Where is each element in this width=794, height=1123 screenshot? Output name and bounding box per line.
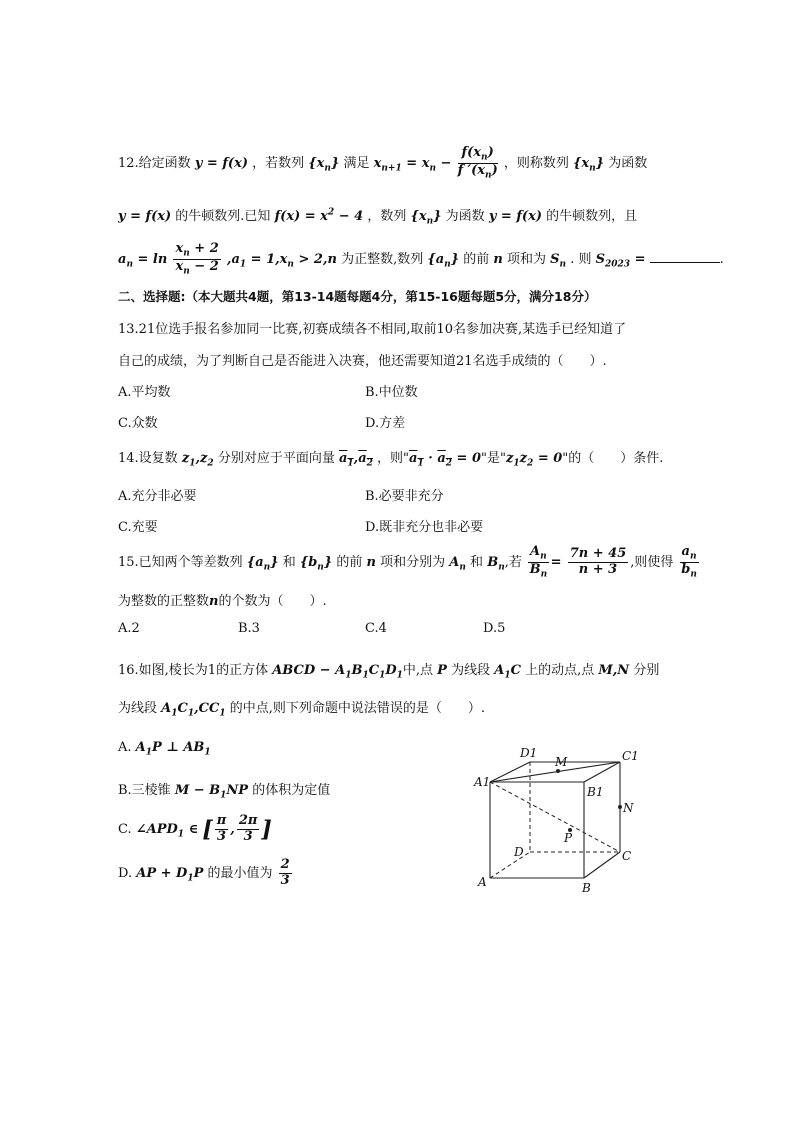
q16-text-1a: 16.如图,棱长为1的正方体 bbox=[118, 663, 269, 678]
q12-an-def: $a_n = \ln$ bbox=[118, 251, 168, 270]
q16-text-2b: 的中点,则下列命题中说法错误的是（ ）. bbox=[229, 701, 486, 716]
q12-line1 bbox=[118, 146, 647, 181]
q12-answer-blank bbox=[650, 250, 720, 263]
q15-option-d: D.5 bbox=[483, 621, 506, 636]
q14-option-c: C.充要 bbox=[118, 520, 158, 535]
q16-option-d-frac: $\frac{2}{3}$ bbox=[280, 857, 290, 888]
q13-option-c: C.众数 bbox=[118, 416, 158, 431]
q12-text-2d: 的牛顿数列，且 bbox=[546, 209, 638, 224]
q14-text-e: "的（ ）条件. bbox=[562, 451, 664, 466]
q12-seq: $\{x_n\}$ bbox=[308, 155, 340, 174]
q15-option-a: A.2 bbox=[118, 621, 140, 636]
q15-text-1g: ,则使得 bbox=[630, 554, 674, 570]
q14-option-b: B.必要非充分 bbox=[365, 489, 444, 504]
q15-text-1f: ,若 bbox=[504, 554, 522, 570]
q16-option-d-label: D. bbox=[118, 865, 133, 881]
q12-text-1e: 为函数 bbox=[608, 155, 648, 171]
q15-text-1c: 的前 bbox=[336, 554, 363, 570]
q16-P: P bbox=[437, 663, 447, 678]
q12-text-2a: 的牛顿数列.已知 bbox=[175, 209, 271, 224]
label-B: B bbox=[582, 881, 591, 895]
q16-text-1e: 分别 bbox=[633, 663, 660, 678]
q12-line2 bbox=[118, 205, 637, 227]
q16-option-d bbox=[118, 858, 294, 889]
q14-line1: 14.设复数 $z_1,z_2$ 分别对应于平面向量 $a_1,a_2$ ，则"$a_1 \cdot a_2 = 0$"是"$z_1z_2 = 0$"的（ ）条件. bbox=[118, 451, 664, 469]
q14-text-a: 14.设复数 bbox=[118, 451, 178, 466]
q15-option-b: B.3 bbox=[238, 621, 260, 636]
label-B1: B1 bbox=[587, 785, 604, 799]
q13-line2: 自己的成绩，为了判断自己是否能进入决赛，他还需要知道21名选手成绩的（ ）. bbox=[118, 354, 607, 369]
q12-an-seq: $\{a_n\}$ bbox=[427, 251, 460, 270]
q12-fx: y = f(x) bbox=[194, 155, 248, 171]
q15-line1: 15.已知两个等差数列 $\{a_n\}$ 和 $\{b_n\}$ 的前 n 项和分别为 $A_n$ 和 $B_n$,若 $\frac{A_n}{B_n}$ = $\frac{7n + 45}{n + 3}$ ,则使得 $\frac{a_n}{b_n}$ bbox=[118, 544, 697, 580]
q15-n: n bbox=[366, 554, 376, 570]
q12-seq3: $\{x_n\}$ bbox=[410, 209, 442, 227]
label-C1: C1 bbox=[622, 749, 639, 763]
q12-seq2: $\{x_n\}$ bbox=[573, 155, 605, 174]
q12-line3: $a_n = \ln$ $\frac{x_n + 2}{x_n - 2}$ $,a_1 = 1,x_n > 2,n$ 为正整数,数列 $\{a_n\}$ 的前 n 项和为 $S_n$ . 则 $S_{2023}$ = . bbox=[118, 241, 724, 277]
q12-fx2: y = f(x) bbox=[118, 209, 172, 224]
q16-option-c-math: $\angle APD_1$ ∈ bbox=[135, 821, 199, 840]
label-M: M bbox=[555, 755, 568, 769]
q15-n2: n bbox=[209, 594, 219, 609]
q15-an: $\{a_n\}$ bbox=[246, 554, 279, 573]
q14-option-d: D.既非充分也非必要 bbox=[365, 520, 484, 535]
label-A: A bbox=[478, 875, 487, 889]
q16-option-a bbox=[118, 740, 211, 758]
q12-text-1c: 满足 bbox=[343, 155, 370, 171]
q14-product: $z_1z_2 = 0$ bbox=[505, 451, 563, 469]
q14-text-d: "是" bbox=[481, 451, 506, 466]
q16-option-c-label: C. bbox=[118, 821, 132, 837]
q15-value-frac: $\frac{7n + 45}{n + 3}$ bbox=[569, 546, 627, 577]
q12-text-2c: 为函数 bbox=[445, 209, 485, 224]
label-C: C bbox=[622, 849, 632, 863]
q16-text-2a: 为线段 bbox=[118, 701, 158, 716]
cube-figure bbox=[472, 740, 672, 900]
label-D: D bbox=[514, 845, 524, 859]
q16-option-b-text: 的体积为定值 bbox=[252, 783, 331, 798]
q16-A1C: $A_1C$ bbox=[494, 663, 521, 681]
q15-An: $A_n$ bbox=[449, 554, 466, 573]
q16-line1 bbox=[118, 659, 659, 681]
q16-option-d-text: 的最小值为 bbox=[207, 865, 273, 881]
q13-option-a: A.平均数 bbox=[118, 385, 171, 400]
q16-option-c: C. $\angle APD_1$ ∈ [ $\frac{\pi}{3}$ , $\frac{2\pi}{3}$ ] bbox=[118, 813, 272, 844]
q14-option-a: A.充分非必要 bbox=[118, 489, 197, 504]
q14-text-c: ，则" bbox=[377, 451, 410, 466]
q15-line2 bbox=[118, 590, 327, 609]
label-A1: A1 bbox=[474, 775, 491, 789]
label-N: N bbox=[623, 801, 634, 815]
q12-n: n bbox=[493, 251, 503, 267]
q16-option-a-label: A. bbox=[118, 740, 132, 755]
q16-option-b-math: $M - B_1NP$ bbox=[174, 783, 249, 801]
q15-text-1d: 项和分别为 bbox=[380, 554, 446, 570]
label-D1: D1 bbox=[520, 746, 538, 760]
q16-option-b bbox=[118, 779, 330, 801]
q12-fdef: $f(x) = x^2 - 4$ bbox=[274, 207, 364, 224]
q12-text-1d: ，则称数列 bbox=[503, 155, 569, 171]
q15-text-2a: 为整数的正整数 bbox=[118, 594, 210, 609]
q15-text-2b: 的个数为（ ）. bbox=[218, 594, 327, 609]
q12-text-3b: 的前 bbox=[463, 251, 490, 267]
q12-text-1b: ，若数列 bbox=[252, 155, 305, 171]
q16-option-b-label: B.三棱锥 bbox=[118, 783, 171, 798]
q16-line2 bbox=[118, 697, 485, 719]
q12-newton-frac: $\frac{f(x_n)}{f '(x_n)}$ bbox=[457, 145, 498, 181]
q15-text-1a: 15.已知两个等差数列 bbox=[118, 554, 243, 570]
q14-dot-product: $a_1 \cdot a_2 = 0$ bbox=[409, 451, 482, 469]
q12-ln-frac: $\frac{x_n + 2}{x_n - 2}$ bbox=[175, 241, 219, 277]
q15-an-bn-frac: $\frac{a_n}{b_n}$ bbox=[681, 544, 697, 580]
q14-vectors: $a_1$ bbox=[338, 451, 354, 469]
label-P: P bbox=[564, 831, 573, 845]
q12-s2023: $S_{2023}$ = bbox=[595, 251, 646, 270]
q15-text-1e: 和 bbox=[470, 554, 484, 570]
q16-cube: ABCD − $A_1B_1C_1D_1$ bbox=[272, 663, 403, 681]
q16-MN: M,N bbox=[598, 663, 630, 678]
q14-text-b: 分别对应于平面向量 bbox=[217, 451, 335, 466]
q13-option-d: D.方差 bbox=[365, 416, 406, 431]
section-2-title: 二、选择题:（本大题共4题，第13-14题每题4分，第15-16题每题5分，满分18分） bbox=[118, 289, 597, 304]
q13-line1: 13.21位选手报名参加同一比赛,初赛成绩各不相同,取前10名参加决赛,某选手已经知道了 bbox=[118, 322, 627, 337]
q15-bn: $\{b_n\}$ bbox=[299, 554, 333, 573]
q12-text-3d: . 则 bbox=[570, 251, 592, 267]
q16-text-1c: 为线段 bbox=[451, 663, 491, 678]
q13-option-b: B.中位数 bbox=[365, 385, 418, 400]
q14-z: $z_1,z_2$ bbox=[181, 451, 214, 469]
q16-option-d-math: AP + $D_1P$ bbox=[136, 865, 204, 884]
q15-text-1b: 和 bbox=[282, 554, 296, 570]
q16-segments: $A_1C_1,CC_1$ bbox=[161, 701, 226, 719]
q12-text-3c: 项和为 bbox=[506, 251, 546, 267]
q12-text-1a: 12.给定函数 bbox=[118, 155, 191, 171]
q16-option-a-math: $A_1P$ ⊥ $AB_1$ bbox=[135, 740, 211, 758]
q12-sn: $S_n$ bbox=[550, 251, 567, 270]
q16-text-1d: 上的动点,点 bbox=[525, 663, 595, 678]
q15-Bn: $B_n$ bbox=[487, 554, 505, 573]
q12-fx3: y = f(x) bbox=[488, 209, 542, 224]
q12-text-2b: ，数列 bbox=[367, 209, 407, 224]
q15-option-c: C.4 bbox=[365, 621, 387, 636]
q16-text-1b: 中,点 bbox=[402, 663, 434, 678]
q15-ratio-frac: $\frac{A_n}{B_n}$ bbox=[529, 544, 548, 580]
q12-text-3a: 为正整数,数列 bbox=[341, 251, 424, 267]
q12-conds: $,a_1 = 1,x_n > 2,n$ bbox=[226, 251, 337, 270]
q12-newton-formula: $x_{n+1} = x_n$ − bbox=[373, 155, 452, 174]
